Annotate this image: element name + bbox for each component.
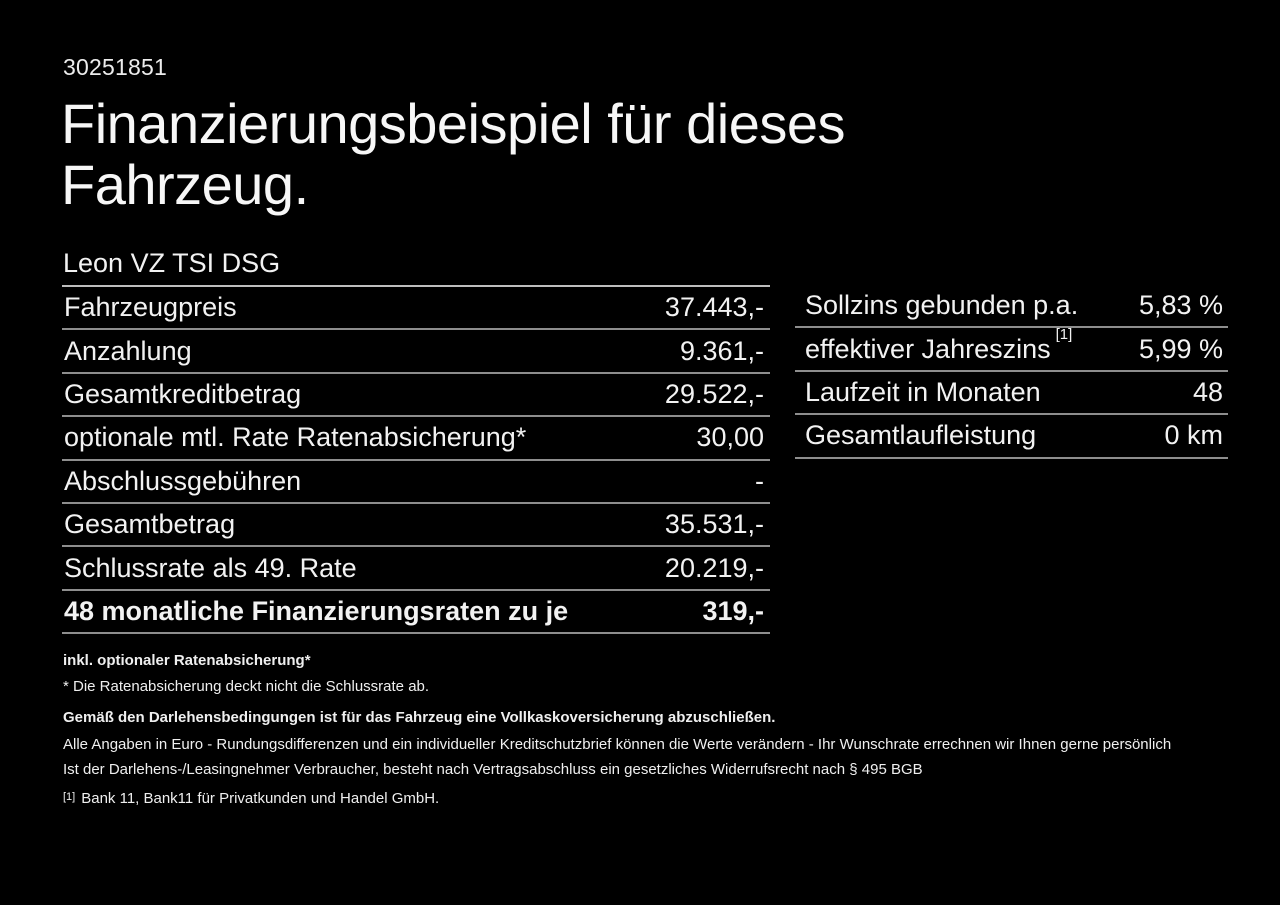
row-label: Gesamtkreditbetrag [64,378,302,409]
row-value: 319,- [702,595,764,626]
row-value: 5,83 % [1138,290,1223,321]
row-label: Abschlussgebühren [64,465,302,496]
row-value: 29.522,- [664,378,764,409]
row-label: Gesamtlaufleistung [805,420,1037,451]
footnote-widerrufsrecht: Ist der Darlehens-/Leasingnehmer Verbraucher, besteht nach Vertragsabschluss ein gesetzliches Widerrufsrecht nach § 495 BGB [63,761,923,778]
row-label: Schlussrate als 49. Rate [64,552,357,583]
footnote-angaben-euro: Alle Angaben in Euro - Rundungsdifferenzen und ein individueller Kreditschutzbrief können die Werte verändern - Ihr Wunschrate errechnen wir Ihnen gerne persönlich [63,736,1172,753]
row-value: 37.443,- [664,292,764,323]
table-row-monatsrate [62,591,770,634]
table-row-fahrzeugpreis [62,287,770,330]
row-label [805,325,1073,365]
row-label: Laufzeit in Monaten [805,376,1041,407]
row-value: 48 [1192,376,1223,407]
footnote-bank [63,790,439,807]
table-row-gesamtbetrag [62,504,770,547]
row-value: 20.219,- [664,552,764,583]
vehicle-name: Leon VZ TSI DSG [63,248,281,278]
row-value: 0 km [1164,420,1223,451]
row-label: 48 monatliche Finanzierungsraten zu je [64,595,569,626]
page-title: Finanzierungsbeispiel für dieses Fahrzeug. [61,92,845,216]
row-value: - [755,465,764,496]
table-row-abschlussgebuehren [62,461,770,504]
row-label-text: effektiver Jahreszins [805,333,1051,364]
row-label: Gesamtbetrag [64,509,236,540]
footnote-bank-text: Bank 11, Bank11 für Privatkunden und Handel GmbH. [81,790,440,807]
row-value: 5,99 % [1138,333,1223,364]
finance-table [62,285,770,634]
row-value: 35.531,- [664,509,764,540]
table-row-ratenabsicherung [62,417,770,460]
row-value: 9.361,- [679,335,764,366]
row-value: 30,00 [696,422,764,453]
footnote-vollkasko: Gemäß den Darlehensbedingungen ist für das Fahrzeug eine Vollkaskoversicherung abzuschließen. [63,709,776,726]
footnote-reference: [1] [1055,325,1073,343]
row-label: Sollzins gebunden p.a. [805,290,1079,321]
footnote-reference: [1] [63,791,76,803]
row-label: Fahrzeugpreis [64,292,237,323]
table-row-gesamtkreditbetrag [62,374,770,417]
footnote-ratenabsicherung-title: inkl. optionaler Ratenabsicherung* [63,652,311,669]
document-id: 30251851 [63,54,167,80]
table-row-anzahlung [62,330,770,373]
table-row-effektiver-jahreszins [795,325,1228,371]
conditions-table [795,285,1228,459]
table-row-laufzeit [795,372,1228,415]
table-row-schlussrate [62,547,770,590]
row-label: optionale mtl. Rate Ratenabsicherung* [64,422,527,453]
table-row-sollzins [795,285,1228,328]
footnote-ratenabsicherung-detail: * Die Ratenabsicherung deckt nicht die Schlussrate ab. [63,678,430,695]
row-label: Anzahlung [64,335,192,366]
table-row-gesamtlaufleistung [795,415,1228,458]
